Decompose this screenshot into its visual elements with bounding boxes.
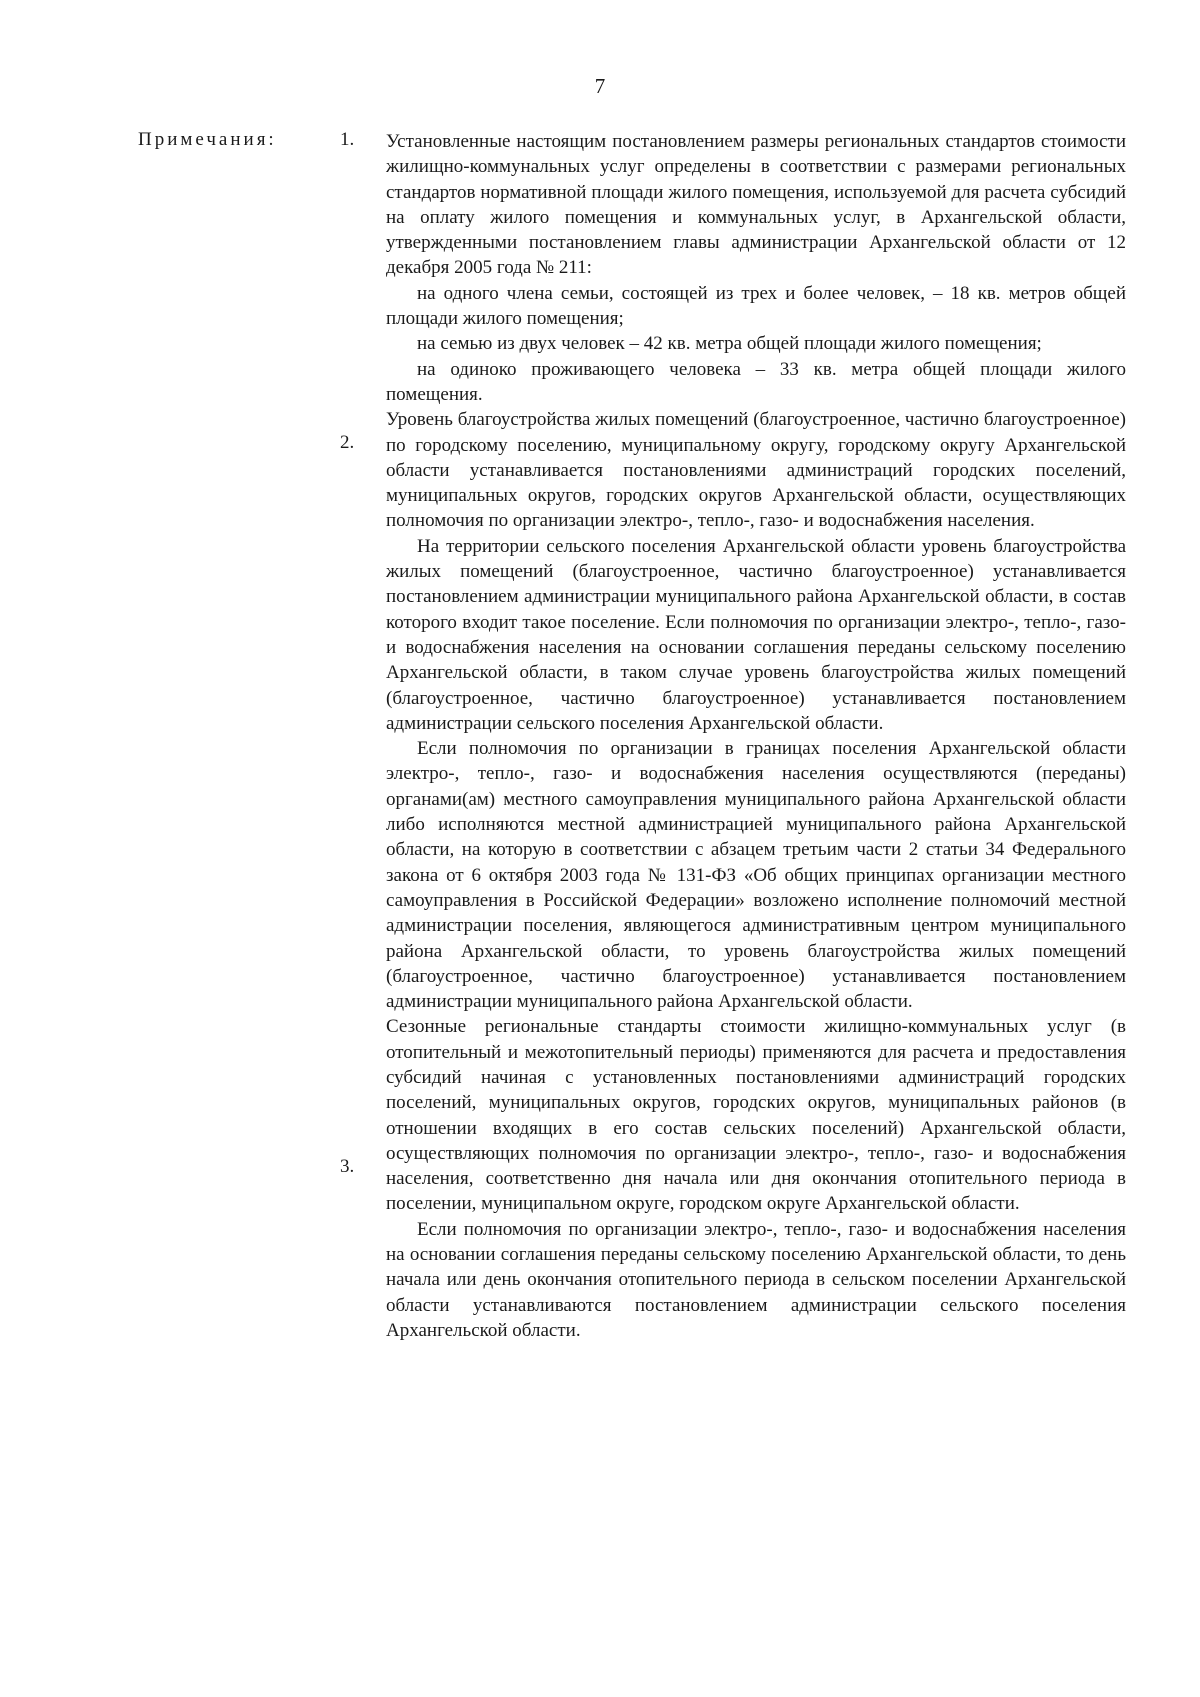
note-3 [386, 1014, 1126, 1343]
notes-content [386, 129, 1126, 1343]
note-1-paragraph: Установленные настоящим постановлением размеры региональных стандартов стоимости жилищно-коммунальных услуг определены в соответствии с размерами региональных стандартов нормативной площади жилого помещения, используемой для расчета субсидий на оплату жилого помещения и коммунальных услуг, в Архангельской области, утвержденными постановлением главы администрации Архангельской области от 12 декабря 2005 года № 211: [386, 131, 1126, 279]
note-2 [386, 407, 1126, 1014]
note-2-paragraph: Уровень благоустройства жилых помещений (благоустроенное, частично благоустроенное) по городскому поселению, муниципальному округу, городскому округу Архангельской области устанавливается постановлениями администраций городских поселений, муниципальных округов, городских округов Архангельской области, осуществляющих полномочия по организации электро-, тепло-, газо- и водоснабжения населения. [386, 409, 1126, 532]
note-2-paragraph: На территории сельского поселения Архангельской области уровень благоустройства жилых помещений (благоустроенное, частично благоустроенное) устанавливается постановлением администрации муниципального района Архангельской области, в состав которого входит такое поселение. Если полномочия по организации электро-, тепло-, газо- и водоснабжения населения на основании соглашения переданы сельскому поселению Архангельской области, в таком случае уровень благоустройства жилых помещений (благоустроенное, частично благоустроенное) устанавливается постановлением администрации сельского поселения Архангельской области. [386, 535, 1126, 734]
note-number-3: 3. [340, 1156, 355, 1177]
note-1-paragraph: на семью из двух человек – 42 кв. метра общей площади жилого помещения; [417, 333, 1042, 355]
note-number-1: 1. [340, 129, 355, 150]
note-3-paragraph: Сезонные региональные стандарты стоимости жилищно-коммунальных услуг (в отопительный и межотопительный периоды) применяются для расчета и предоставления субсидий начиная с установленных постановлениями администраций городских поселений, муниципальных округов, городских округов, муниципальных районов (в отношении входящих в его состав сельских поселений) Архангельской области, осуществляющих полномочия по организации электро-, тепло-, газо- и водоснабжения населения, соответственно дня начала или дня окончания отопительного периода в поселении, муниципальном округе, городском округе Архангельской области. [386, 1016, 1126, 1215]
note-number-2: 2. [340, 432, 355, 453]
note-3-paragraph: Если полномочия по организации электро-, тепло-, газо- и водоснабжения населения на основании соглашения переданы сельскому поселению Архангельской области, то день начала или день окончания отопительного периода в сельском поселении Архангельской области устанавливаются постановлением администрации сельского поселения Архангельской области. [386, 1218, 1126, 1341]
page-number: 7 [594, 74, 606, 98]
note-1-paragraph: на одного члена семьи, состоящей из трех и более человек, – 18 кв. метров общей площади жилого помещения; [386, 282, 1126, 330]
note-1-paragraph: на одиноко проживающего человека – 33 кв. метра общей площади жилого помещения. [386, 358, 1126, 405]
note-1 [386, 129, 1126, 407]
note-2-paragraph: Если полномочия по организации в границах поселения Архангельской области электро-, тепло-, газо- и водоснабжения населения осуществляются (переданы) органами(ам) местного самоуправления муниципального района Архангельской области либо исполняются местной администрацией муниципального района Архангельской области, на которую в соответствии с абзацем третьим части 2 статьи 34 Федерального закона от 6 октября 2003 года № 131-ФЗ «Об общих принципах организации местного самоуправления в Российской Федерации» возложено исполнение полномочий местной администрации поселения, являющегося административным центром муниципального района Архангельской области, то уровень благоустройства жилых помещений (благоустроенное, частично благоустроенное) устанавливается постановлением администрации муниципального района Архангельской области. [386, 738, 1126, 1013]
notes-label: Примечания: [138, 129, 277, 150]
